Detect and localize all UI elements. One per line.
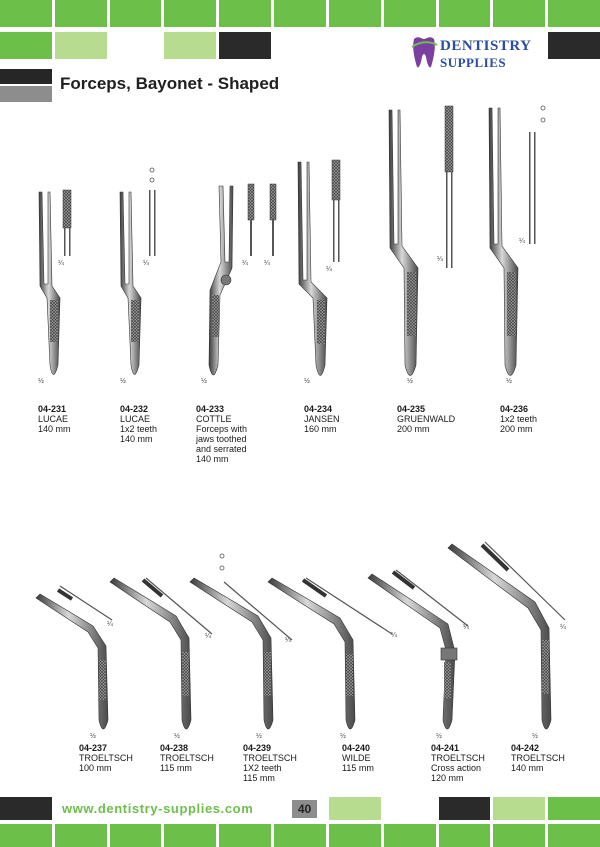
product-caption-04-241 [431,743,485,783]
scale-label: ¼ [437,256,443,263]
scale-label: ½ [256,733,262,740]
scale-label: ¼ [264,260,270,267]
product-size: 115 mm [342,763,374,773]
instrument-04-233 [209,184,276,375]
product-caption-04-235 [397,404,455,434]
product-size: 200 mm [397,424,430,434]
product-caption-04-239 [243,743,297,783]
instrument-04-240 [268,578,392,729]
scale-label: ¼ [463,624,469,631]
product-detail: jaws toothed [196,434,247,444]
scale-label: ¼ [242,260,248,267]
instrument-04-239 [190,554,292,729]
page-title: Forceps, Bayonet - Shaped [60,74,280,93]
scale-label: ¼ [519,238,525,245]
product-code: 04-240 [342,743,371,753]
instrument-04-231 [39,190,71,375]
product-size: 115 mm [160,763,192,773]
instrument-04-242 [448,542,565,729]
product-name: GRUENWALD [397,414,456,424]
product-code: 04-237 [79,743,108,753]
product-name: TROELTSCH [79,753,133,763]
footer-website-link[interactable]: www.dentistry-supplies.com [62,801,254,816]
product-code: 04-236 [500,404,529,414]
instrument-04-236 [489,106,545,376]
product-name: TROELTSCH [431,753,485,763]
product-caption-04-237 [79,743,133,773]
scale-label: ½ [304,378,310,385]
page-number: 40 [292,800,317,818]
product-caption-04-240 [342,743,374,773]
product-name: TROELTSCH [160,753,214,763]
product-code: 04-235 [397,404,426,414]
scale-label: ¼ [326,266,332,273]
scale-label: ½ [407,378,413,385]
brand-name-line2: SUPPLIES [440,55,507,70]
scale-label: ½ [436,733,442,740]
scale-label: ¼ [107,621,113,628]
scale-label: ¼ [205,633,211,640]
scale-label: ¼ [143,260,149,267]
brand-name-line1: DENTISTRY [440,38,532,54]
scale-label: ¼ [285,637,291,644]
instrument-04-237 [36,586,112,729]
scale-label: ½ [201,378,207,385]
product-caption-04-232 [120,404,157,444]
scale-label: ½ [532,733,538,740]
product-code: 04-242 [511,743,540,753]
product-caption-04-238 [160,743,214,773]
product-code: 04-239 [243,743,272,753]
product-caption-04-234 [304,404,340,434]
product-caption-04-236 [500,404,537,434]
instrument-04-241 [368,570,468,729]
product-size: 115 mm [243,773,275,783]
product-detail: 1X2 teeth [243,763,282,773]
product-name: LUCAE [120,414,151,424]
scale-label: ½ [340,733,346,740]
product-size: 100 mm [79,763,112,773]
product-size: 140 mm [196,454,229,464]
product-detail: 1x2 teeth [120,424,158,434]
product-detail: Forceps with [196,424,248,434]
scale-label: ¼ [58,260,64,267]
scale-label: ½ [174,733,180,740]
product-code: 04-232 [120,404,149,414]
product-size: 140 mm [38,424,71,434]
scale-label: ¼ [560,624,566,631]
scale-label: ¼ [391,632,397,639]
scale-label: ½ [38,378,44,385]
product-code: 04-233 [196,404,225,414]
product-name: COTTLE [196,414,232,424]
product-size: 200 mm [500,424,533,434]
product-name: JANSEN [304,414,340,424]
product-size: 140 mm [120,434,153,444]
product-code: 04-241 [431,743,460,753]
scale-label: ½ [90,733,96,740]
instrument-04-232 [120,168,156,375]
product-code: 04-234 [304,404,333,414]
product-code: 04-238 [160,743,189,753]
instrument-04-235 [389,106,453,376]
product-name: TROELTSCH [243,753,297,763]
product-name: LUCAE [38,414,69,424]
product-size: 120 mm [431,773,464,783]
product-name: TROELTSCH [511,753,565,763]
product-caption-04-231 [38,404,71,434]
product-caption-04-233 [196,404,247,464]
scale-label: ½ [506,378,512,385]
product-size: 160 mm [304,424,337,434]
instrument-04-234 [298,160,340,376]
bottom-color-band-2 [0,824,600,847]
scale-label: ½ [120,378,126,385]
instrument-04-238 [110,578,212,729]
product-detail: and serrated [196,444,247,454]
product-detail: 1x2 teeth [500,414,538,424]
product-size: 140 mm [511,763,544,773]
product-code: 04-231 [38,404,67,414]
product-detail: Cross action [431,763,482,773]
product-caption-04-242 [511,743,565,773]
product-name: WILDE [342,753,371,763]
